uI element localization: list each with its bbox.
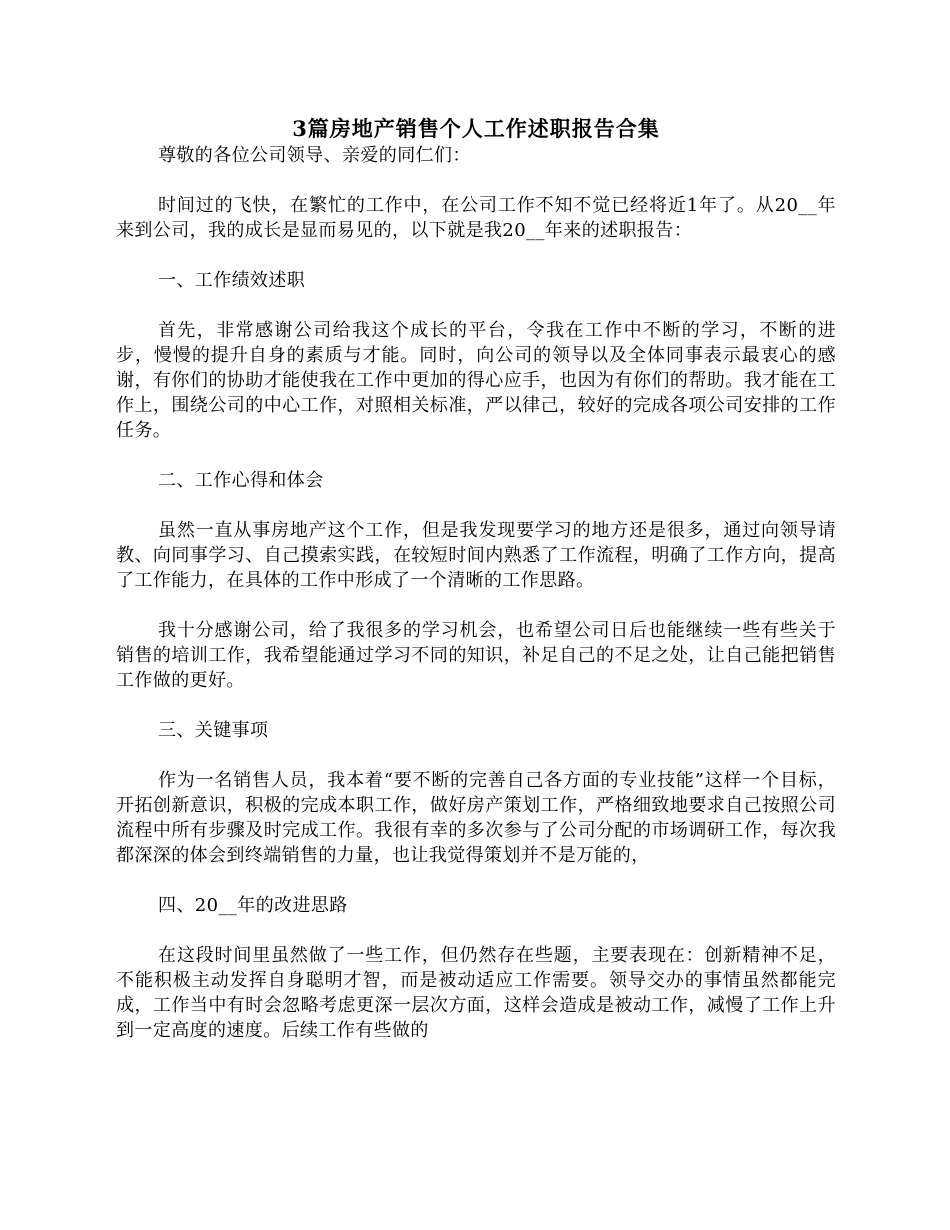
section-heading-2: 二、工作心得和体会 (158, 470, 324, 491)
spacer (116, 243, 836, 268)
section-1-paragraph: 首先，非常感谢公司给我这个成长的平台，令我在工作中不断的学习，不断的进步，慢慢的提升自身的素质与才能。同时，向公司的领导以及全体同事表示最衷心的感谢，有你们的协助才能使我在工作中更加的得心应手，也因为有你们的帮助。我才能在工作上，围绕公司的中心工作，对照相关标准，严以律己，较好的完成各项公司安排的工作任务。 (116, 320, 836, 441)
section-heading-4: 四、20__年的改进思路 (158, 895, 348, 916)
section-3-paragraph: 作为一名销售人员，我本着“要不断的完善自己各方面的专业技能”这样一个目标，开拓创新意识，积极的完成本职工作，做好房产策划工作，严格细致地要求自己按照公司流程中所有步骤及时完成工作。我很有幸的多次参与了公司分配的市场调研工作，每次我都深深的体会到终端销售的力量，也让我觉得策划并不是万能的， (116, 770, 836, 866)
section-2-paragraph-2: 我十分感谢公司，给了我很多的学习机会，也希望公司日后也能继续一些有些关于销售的培训工作，我希望能通过学习不同的知识，补足自己的不足之处，让自己能把销售工作做的更好。 (116, 620, 836, 691)
document-page (116, 115, 836, 1043)
document-title: 3篇房地产销售个人工作述职报告合集 (292, 116, 660, 141)
spacer (116, 493, 836, 518)
spacer (116, 293, 836, 318)
spacer (116, 168, 836, 193)
spacer (116, 443, 836, 468)
intro-paragraph: 时间过的飞快，在繁忙的工作中，在公司工作不知不觉已经将近1年了。从20__年来到公司，我的成长是显而易见的，以下就是我20__年来的述职报告： (116, 195, 836, 241)
section-2-paragraph-1: 虽然一直从事房地产这个工作，但是我发现要学习的地方还是很多，通过向领导请教、向同事学习、自己摸索实践，在较短时间内熟悉了工作流程，明确了工作方向，提高了工作能力，在具体的工作中形成了一个清晰的工作思路。 (116, 520, 836, 591)
spacer (116, 693, 836, 718)
section-4-paragraph: 在这段时间里虽然做了一些工作，但仍然存在些题，主要表现在：创新精神不足，不能积极主动发挥自身聪明才智，而是被动适应工作需要。领导交办的事情虽然都能完成，工作当中有时会忽略考虑更深一层次方面，这样会造成是被动工作，减慢了工作上升到一定高度的速度。后续工作有些做的 (116, 945, 836, 1041)
section-heading-3: 三、关键事项 (158, 720, 269, 741)
spacer (116, 918, 836, 943)
spacer (116, 593, 836, 618)
spacer (116, 868, 836, 893)
spacer (116, 743, 836, 768)
section-heading-1: 一、工作绩效述职 (158, 270, 306, 291)
greeting: 尊敬的各位公司领导、亲爱的同仁们： (158, 145, 471, 166)
